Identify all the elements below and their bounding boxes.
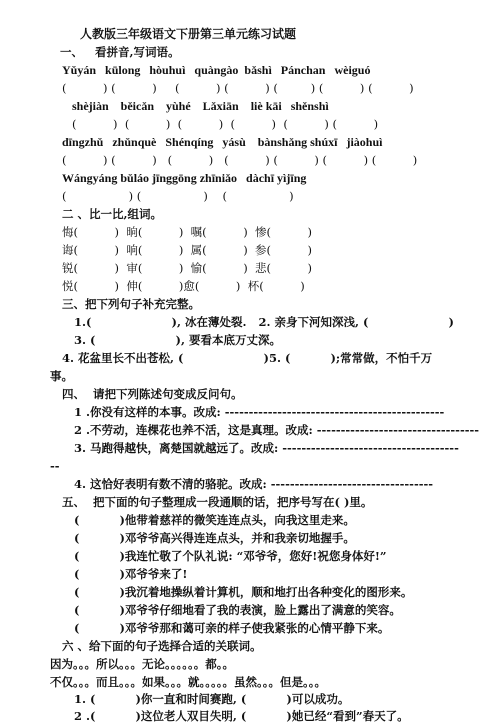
order-item-4: ( )邓爷爷来了! xyxy=(74,567,188,581)
pinyin-row-2: shèjiàn běicǎn yùhé Lǎxiān liè kāi shěnshì xyxy=(72,99,329,113)
pinyin-row-1: Yǔyán kūlong hòuhuì quàngào bǎshì Pánchan wèiguó xyxy=(62,63,371,77)
rewrite-3: 3. 马跑得越快，离楚国就越远了。改成: ------------------------------------- xyxy=(74,441,459,455)
blank-row-2: ( ) ( ) ( ) ( ) ( ) ( ) xyxy=(72,117,379,131)
compare-row-3: 锐( ) 审( ) 愉( ) 悲( ) xyxy=(62,261,313,275)
sentence-5-continuation: 事。 xyxy=(50,369,73,383)
order-item-5: ( )我沉着地操纵着计算机，顺和地打出各种变化的图形来。 xyxy=(74,585,413,599)
blank-row-1: ( ) ( ) ( ) ( ) ( ) ( ) ( ) xyxy=(62,81,414,95)
compare-row-4: 悦( ) 伸( )愈( ) 杯( ) xyxy=(62,279,305,293)
worksheet-title: 人教版三年级语文下册第三单元练习试题 xyxy=(80,27,297,41)
conjunction-options-1: 因为。。。所以。。。无论。。。。。。都。。 xyxy=(50,657,234,671)
blank-row-3: ( ) ( ) ( ) ( ) ( ) ( ) ( ) xyxy=(62,153,418,167)
section-3-heading: 三、把下列句子补充完整。 xyxy=(62,297,200,311)
rewrite-3-continuation: -- xyxy=(50,459,60,473)
pinyin-row-3: dīngzhǔ zhǔnquè Shénqíng yásù bànshǎng shúxī jiàohuì xyxy=(62,135,383,149)
compare-row-1: 悔( ) 晌( ) 嘱( ) 惨( ) xyxy=(62,225,313,239)
order-item-3: ( )我连忙敬了个队礼说: “邓爷爷，您好!祝您身体好!” xyxy=(74,549,387,563)
section-6-heading: 六 、给下面的句子选择合适的关联词。 xyxy=(62,639,262,653)
order-item-1: ( )他带着慈祥的微笑连连点头，向我这里走来。 xyxy=(74,513,355,527)
section-5-heading: 五、 把下面的句子整理成一段通顺的话，把序号写在( )里。 xyxy=(62,495,373,509)
sentence-3: 3. ( ), 要看本底万丈深。 xyxy=(74,333,281,347)
conjunction-sentence-2: 2 .( )这位老人双目失明, ( )她已经“看到”春天了。 xyxy=(74,709,409,723)
conjunction-options-2: 不仅。。。而且。。。如果。。。就。。。。。虽然。。。但是。。。 xyxy=(50,675,326,689)
conjunction-sentence-1: 1. ( )你一直和时间赛跑, ( )可以成功。 xyxy=(74,692,350,706)
order-item-6: ( )邓爷爷仔细地看了我的表演，脸上露出了满意的笑容。 xyxy=(74,603,401,617)
section-1-heading: 一、 看拼音,写词语。 xyxy=(60,45,180,59)
sentence-4-5: 4. 花盆里长不出苍松, ( )5. ( );常常做，不怕千万 xyxy=(62,351,433,365)
section-2-heading: 二 、比一比,组词。 xyxy=(62,207,163,221)
rewrite-2: 2 .不劳动，连棵花也养不活，这是真理。改成: ---------------------------------- xyxy=(74,423,480,437)
pinyin-row-4: Wángyáng bǔláo jīnggōng zhīniǎo dàchī yìjīng xyxy=(62,171,307,185)
blank-row-4: ( ) ( ) ( ) xyxy=(62,189,294,203)
sentence-1-2: 1.( ), 冰在薄处裂. 2. 亲身下河知深浅, ( ) xyxy=(74,315,454,329)
order-item-7: ( )邓爷爷那和蔼可亲的样子使我紧张的心情平静下来。 xyxy=(74,621,390,635)
rewrite-4: 4. 这恰好表明有数不清的骆驼。改成: ---------------------------------- xyxy=(74,477,434,491)
compare-row-2: 诲( ) 响( ) 属( ) 参( ) xyxy=(62,243,313,257)
rewrite-1: 1 .你没有这样的本事。改成: ---------------------------------------------- xyxy=(74,405,445,419)
section-4-heading: 四、 请把下列陈述句变成反问句。 xyxy=(62,387,243,401)
order-item-2: ( )邓爷爷高兴得连连点头，并和我亲切地握手。 xyxy=(74,531,355,545)
